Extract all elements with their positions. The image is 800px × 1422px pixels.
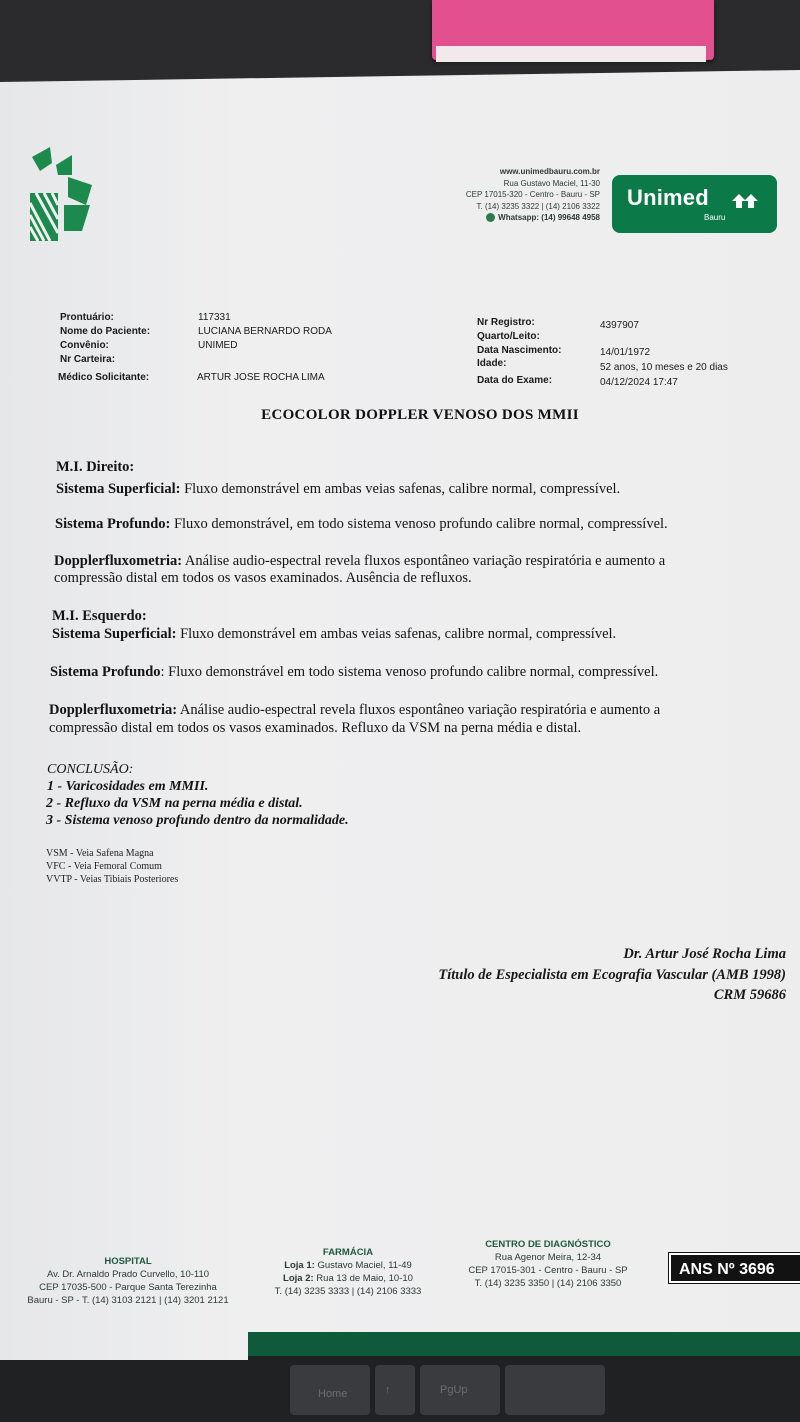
key-label-pgup: PgUp [440,1384,468,1396]
registro-label: Nr Registro: [477,317,535,328]
direito-profundo-text: Fluxo demonstrável, em todo sistema venoso profundo calibre normal, compressível. [170,516,668,532]
patient-name-label: Nome do Paciente: [60,326,151,337]
unimed-arrows-icon [730,191,760,211]
ans-badge: ANS Nº 3696 [669,1253,800,1283]
prontuario-label: Prontuário: [60,312,114,323]
signature-title: Título de Especialista em Ecografia Vascular (AMB 1998) [438,967,786,983]
signature-name: Dr. Artur José Rocha Lima [623,946,786,962]
direito-superficial-label: Sistema Superficial: [56,481,181,497]
abbreviation-item: VSM - Veia Safena Magna [46,848,154,859]
direito-superficial-text: Fluxo demonstrável em ambas veias safenas, calibre normal, compressível. [180,481,621,497]
footer-diagnostico-line: Rua Agenor Meira, 12-34 [494,1252,602,1263]
esquerdo-doppler-line2: compressão distal em todos os vasos examinados. Refluxo da VSM na perna média e distal. [49,720,582,736]
unimed-brand-box [612,175,777,233]
footer-loja1-label: Loja 1: [284,1260,315,1271]
footer-loja1-value: Gustavo Maciel, 11-49 [314,1260,412,1271]
esquerdo-doppler-label: Dopplerfluxometria: [49,702,178,718]
prontuario-value: 117331 [198,312,231,323]
direito-doppler-label: Dopplerfluxometria: [54,553,183,569]
esquerdo-profundo-label: Sistema Profundo [50,664,161,680]
keyboard-key [505,1365,605,1415]
footer-farmacia [258,1246,438,1298]
key-label-up: ↑ [385,1384,391,1396]
address-cep: CEP 17015-320 - Centro - Bauru - SP [465,190,600,199]
abbreviation-item: VFC - Veia Femoral Comum [46,861,162,872]
esquerdo-profundo-line [50,664,658,681]
direito-heading: M.I. Direito: [56,459,135,475]
exame-value: 04/12/2024 17:47 [600,377,678,388]
key-label-home: Home [318,1388,348,1400]
conclusao-item: 1 - Varicosidades em MMII. [47,779,209,794]
direito-profundo-line [55,516,668,533]
green-folder-edge [245,1330,800,1356]
footer-hospital [8,1255,248,1307]
exame-label: Data do Exame: [477,375,553,386]
patient-name-value: LUCIANA BERNARDO RODA [198,326,332,337]
phone: T. (14) 3235 3322 | (14) 2106 3322 [476,201,600,211]
footer-loja2-label: Loja 2: [283,1273,314,1284]
esquerdo-superficial-line [52,626,616,643]
signature-crm: CRM 59686 [713,987,786,1003]
footer-farmacia-heading: FARMÁCIA [322,1247,374,1258]
footer-diagnostico [448,1238,648,1290]
footer-diagnostico-line: T. (14) 3235 3350 | (14) 2106 3350 [474,1278,622,1289]
footer-farmacia-phone: T. (14) 3235 3333 | (14) 2106 3333 [274,1286,422,1297]
whatsapp-icon [486,213,495,222]
quarto-label: Quarto/Leito: [477,331,540,342]
esquerdo-superficial-text: Fluxo demonstrável em ambas veias safenas, calibre normal, compressível. [176,626,617,642]
footer-loja2-value: Rua 13 de Maio, 10-10 [313,1273,413,1284]
nascimento-label: Data Nascimento: [477,345,562,356]
footer-hospital-line: CEP 17035-500 - Parque Santa Terezinha [39,1282,217,1293]
address-line: Rua Gustavo Maciel, 11-30 [503,178,600,188]
direito-superficial-line [56,481,620,498]
footer-hospital-line: Bauru - SP - T. (14) 3103 2121 | (14) 3201 2121 [27,1295,229,1306]
direito-doppler-text: Análise audio-espectral revela fluxos espontâneo variação respiratória e aumento a [182,553,666,569]
medico-label: Médico Solicitante: [58,372,150,383]
brand-city: Bauru [704,213,726,222]
brand-name: Unimed [627,185,709,210]
conclusao-item: 2 - Refluxo da VSM na perna média e distal. [46,796,303,811]
nascimento-value: 14/01/1972 [600,347,651,358]
esquerdo-superficial-label: Sistema Superficial: [52,626,177,642]
footer-diagnostico-heading: CENTRO DE DIAGNÓSTICO [485,1239,611,1250]
direito-doppler-line [54,553,665,570]
footer-hospital-line: Av. Dr. Arnaldo Prado Curvello, 10-110 [46,1269,210,1280]
direito-doppler-line2: compressão distal em todos os vasos examinados. Ausência de refluxos. [54,570,472,586]
report-title: ECOCOLOR DOPPLER VENOSO DOS MMII [261,407,579,423]
footer-hospital-heading: HOSPITAL [104,1256,152,1267]
esquerdo-heading: M.I. Esquerdo: [52,608,147,624]
website: www.unimedbauru.com.br [499,167,600,176]
esquerdo-doppler-text: Análise audio-espectral revela fluxos espontâneo variação respiratória e aumento a [177,702,661,718]
convenio-label: Convênio: [60,340,109,351]
header-contact-block [420,166,600,224]
keyboard-key-up [375,1365,415,1415]
carteira-label: Nr Carteira: [60,354,116,365]
medico-value: ARTUR JOSE ROCHA LIMA [197,372,325,383]
esquerdo-profundo-text: : Fluxo demonstrável em todo sistema venoso profundo calibre normal, compressível. [160,664,659,680]
unimed-logo-icon [28,145,100,245]
direito-profundo-label: Sistema Profundo: [55,516,171,532]
esquerdo-doppler-line [49,702,660,719]
convenio-value: UNIMED [198,340,238,351]
conclusao-item: 3 - Sistema venoso profundo dentro da normalidade. [46,813,349,828]
conclusao-heading: CONCLUSÃO: [47,762,134,777]
idade-label: Idade: [477,358,507,369]
footer-diagnostico-line: CEP 17015-301 - Centro - Bauru - SP [468,1265,628,1276]
pink-notebook-pages [436,46,706,62]
idade-value: 52 anos, 10 meses e 20 dias [600,362,728,373]
abbreviation-item: VVTP - Veias Tibiais Posteriores [46,874,179,885]
registro-value: 4397907 [600,320,639,331]
whatsapp: Whatsapp: (14) 99648 4958 [498,213,600,222]
